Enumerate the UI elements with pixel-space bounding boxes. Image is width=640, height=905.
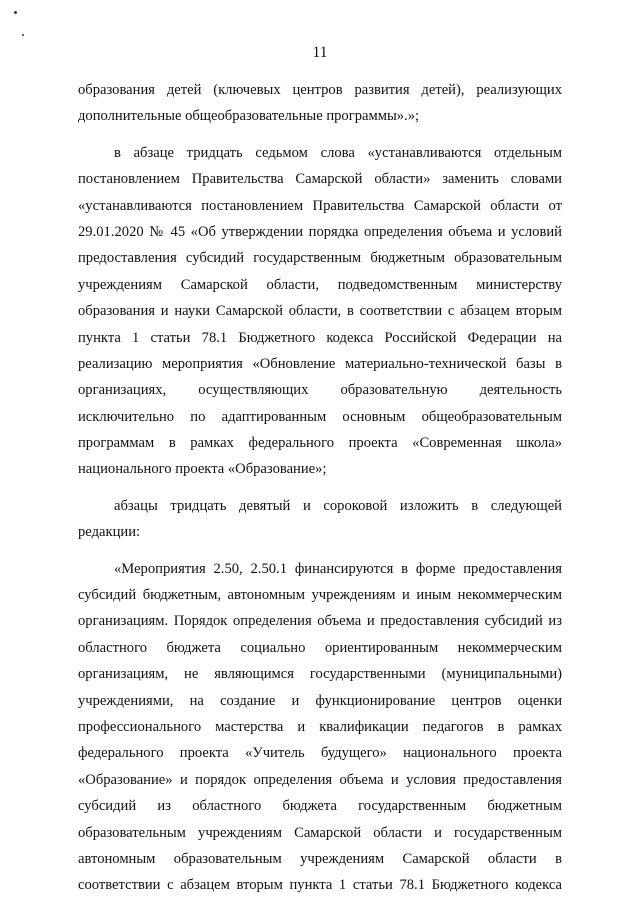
text-line: «устанавливаются постановлением Правительства Самарской области от (78, 197, 562, 214)
text-line: предоставления субсидий государственным бюджетным образовательным (78, 250, 562, 267)
text-line: «Мероприятия 2.50, 2.50.1 финансируются в форме предоставления (114, 560, 562, 577)
text-line: образовательным учреждениям Самарской области и государственным (78, 824, 562, 841)
paragraph (78, 77, 562, 130)
text-line: 29.01.2020 № 45 «Об утверждении порядка определения объема и условий (78, 223, 562, 240)
text-line: абзацы тридцать девятый и сороковой изложить в следующей (114, 497, 562, 514)
text-line: пункта 1 статьи 78.1 Бюджетного кодекса Российской Федерации на (78, 329, 562, 346)
scan-speck (22, 34, 24, 36)
text-line: программам в рамках федерального проекта «Современная школа» (78, 435, 562, 452)
text-line: автономным образовательным учреждениям Самарской области в (78, 850, 562, 867)
document-body (78, 77, 562, 899)
text-line: редакции: (78, 524, 141, 541)
text-line: национального проекта «Образование»; (78, 461, 327, 478)
text-line: учреждениям Самарской области, подведомственным министерству (78, 276, 562, 293)
text-line: профессионального мастерства и квалификации педагогов в рамках (78, 718, 562, 735)
text-line: «Образование» и порядок определения объема и условия предоставления (78, 771, 562, 788)
text-line: образования и науки Самарской области, в соответствии с абзацем вторым (78, 303, 562, 320)
text-line: организациях, осуществляющих образовательную деятельность (78, 382, 562, 399)
text-line: образования детей (ключевых центров развития детей), реализующих (78, 82, 562, 98)
text-line: постановлением Правительства Самарской области» заменить словами (78, 171, 562, 188)
scan-speck (14, 11, 17, 14)
text-line: исключительно по адаптированным основным общеобразовательным (78, 408, 562, 425)
text-line: областного бюджета социально ориентированным некоммерческим (78, 639, 562, 656)
text-line: в абзаце тридцать седьмом слова «устанавливаются отдельным (114, 144, 562, 161)
text-line: субсидий из областного бюджета государственным бюджетным (78, 798, 562, 815)
text-line: организациям. Порядок определения объема и предоставления субсидий из (78, 613, 562, 630)
text-line: дополнительные общеобразовательные программы».»; (78, 108, 420, 125)
text-line: федерального проекта «Учитель будущего» национального проекта (78, 745, 562, 762)
paragraph (78, 140, 562, 483)
text-line: соответствии с абзацем вторым пункта 1 статьи 78.1 Бюджетного кодекса (78, 877, 562, 894)
text-line: организациям, не являющимся государственными (муниципальными) (78, 666, 562, 683)
text-line: субсидий бюджетным, автономным учреждениям и иным некоммерческим (78, 587, 562, 604)
page-number: 11 (312, 44, 328, 61)
text-line: реализацию мероприятия «Обновление материально-технической базы в (78, 355, 562, 372)
paragraph (78, 493, 562, 546)
text-line: учреждениями, на создание и функционирование центров оценки (78, 692, 562, 709)
paragraph (78, 556, 562, 899)
